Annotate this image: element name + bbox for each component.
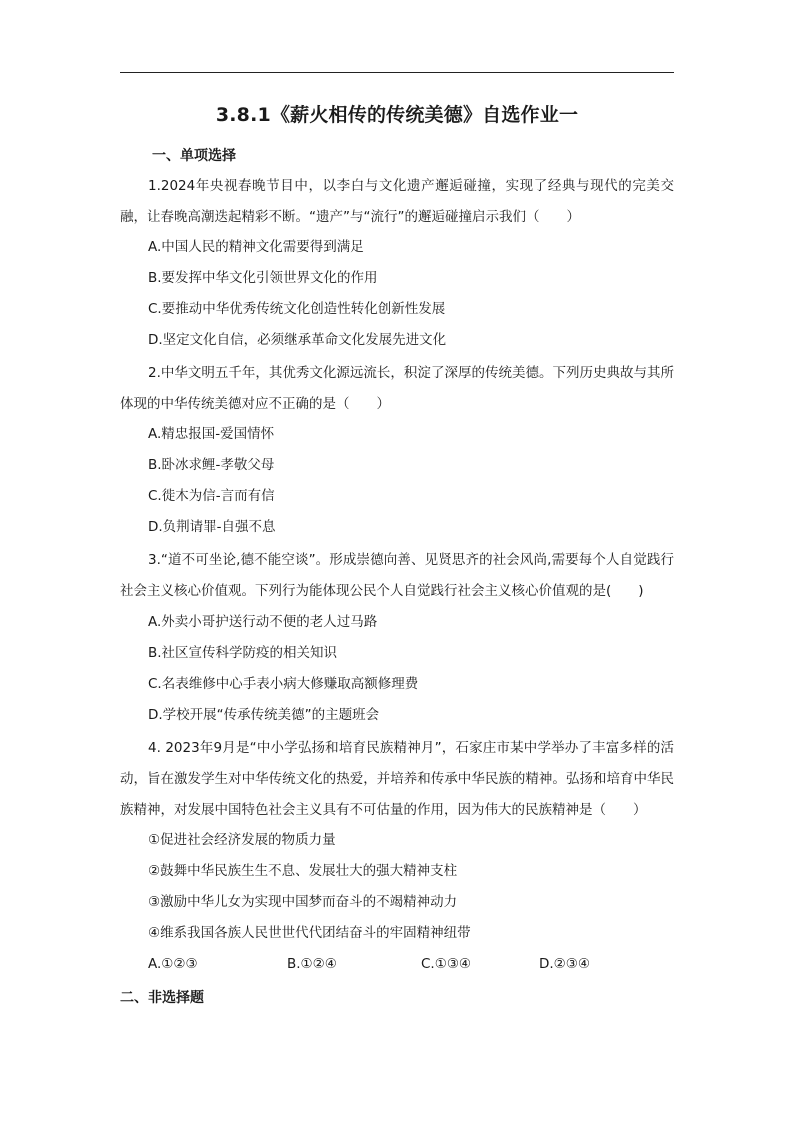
document-title: 3.8.1《薪火相传的传统美德》自选作业一 xyxy=(215,104,579,126)
question-3-option-b: B.社区宣传科学防疫的相关知识 xyxy=(148,645,338,661)
question-4-stem: 4. 2023年9月是“中小学弘扬和培育民族精神月”，石家庄市某中学举办了丰富多样的活动，旨在激发学生对中华传统文化的热爱，并培养和传承中华民族的精神。弘扬和培育中华民族精神，对发展中国特色社会主义具有不可估量的作用，因为伟大的民族精神是（ ） xyxy=(120,740,674,818)
question-2-option-a: A.精忠报国-爱国情怀 xyxy=(148,426,275,442)
question-1-option-b: B.要发挥中华文化引领世界文化的作用 xyxy=(148,270,378,286)
question-4-item-3: ③激励中华儿女为实现中国梦而奋斗的不竭精神动力 xyxy=(148,894,458,910)
question-1-stem: 1.2024年央视春晚节目中，以李白与文化遗产邂逅碰撞，实现了经典与现代的完美交融，让春晚高潮迭起精彩不断。“遗产”与“流行”的邂逅碰撞启示我们（ ） xyxy=(120,178,674,225)
question-3-option-d: D.学校开展“传承传统美德”的主题班会 xyxy=(148,707,380,723)
header-rule xyxy=(120,72,674,73)
question-4-item-1: ①促进社会经济发展的物质力量 xyxy=(148,832,336,848)
question-4-item-2: ②鼓舞中华民族生生不息、发展壮大的强大精神支柱 xyxy=(148,863,458,879)
question-3-stem: 3.“道不可坐论,德不能空谈”。形成崇德向善、见贤思齐的社会风尚,需要每个人自觉践行社会主义核心价值观。下列行为能体现公民个人自觉践行社会主义核心价值观的是( ) xyxy=(120,552,674,599)
question-4-choice-c: C.①③④ xyxy=(421,956,472,972)
question-2-stem: 2.中华文明五千年，其优秀文化源远流长，积淀了深厚的传统美德。下列历史典故与其所体现的中华传统美德对应不正确的是（ ） xyxy=(120,365,674,412)
question-2-option-b: B.卧冰求鲤-孝敬父母 xyxy=(148,457,275,473)
question-2-option-c: C.徙木为信-言而有信 xyxy=(148,488,275,504)
question-3-option-c: C.名表维修中心手表小病大修赚取高额修理费 xyxy=(148,676,419,692)
question-4-choice-a: A.①②③ xyxy=(148,956,198,972)
question-4-choices xyxy=(148,956,648,976)
question-4-item-4: ④维系我国各族人民世世代代团结奋斗的牢固精神纽带 xyxy=(148,925,471,941)
question-1-option-a: A.中国人民的精神文化需要得到满足 xyxy=(148,239,364,255)
section-non-choice-heading: 二、非选择题 xyxy=(120,990,204,1006)
question-3-option-a: A.外卖小哥护送行动不便的老人过马路 xyxy=(148,614,378,630)
question-1-option-c: C.要推动中华优秀传统文化创造性转化创新性发展 xyxy=(148,301,446,317)
section-single-choice-heading: 一、单项选择 xyxy=(152,148,236,164)
question-4-choice-d: D.②③④ xyxy=(539,956,590,972)
question-2-option-d: D.负荆请罪-自强不息 xyxy=(148,519,276,535)
question-1-option-d: D.坚定文化自信，必须继承革命文化发展先进文化 xyxy=(148,332,447,348)
question-4-choice-b: B.①②④ xyxy=(287,956,337,972)
